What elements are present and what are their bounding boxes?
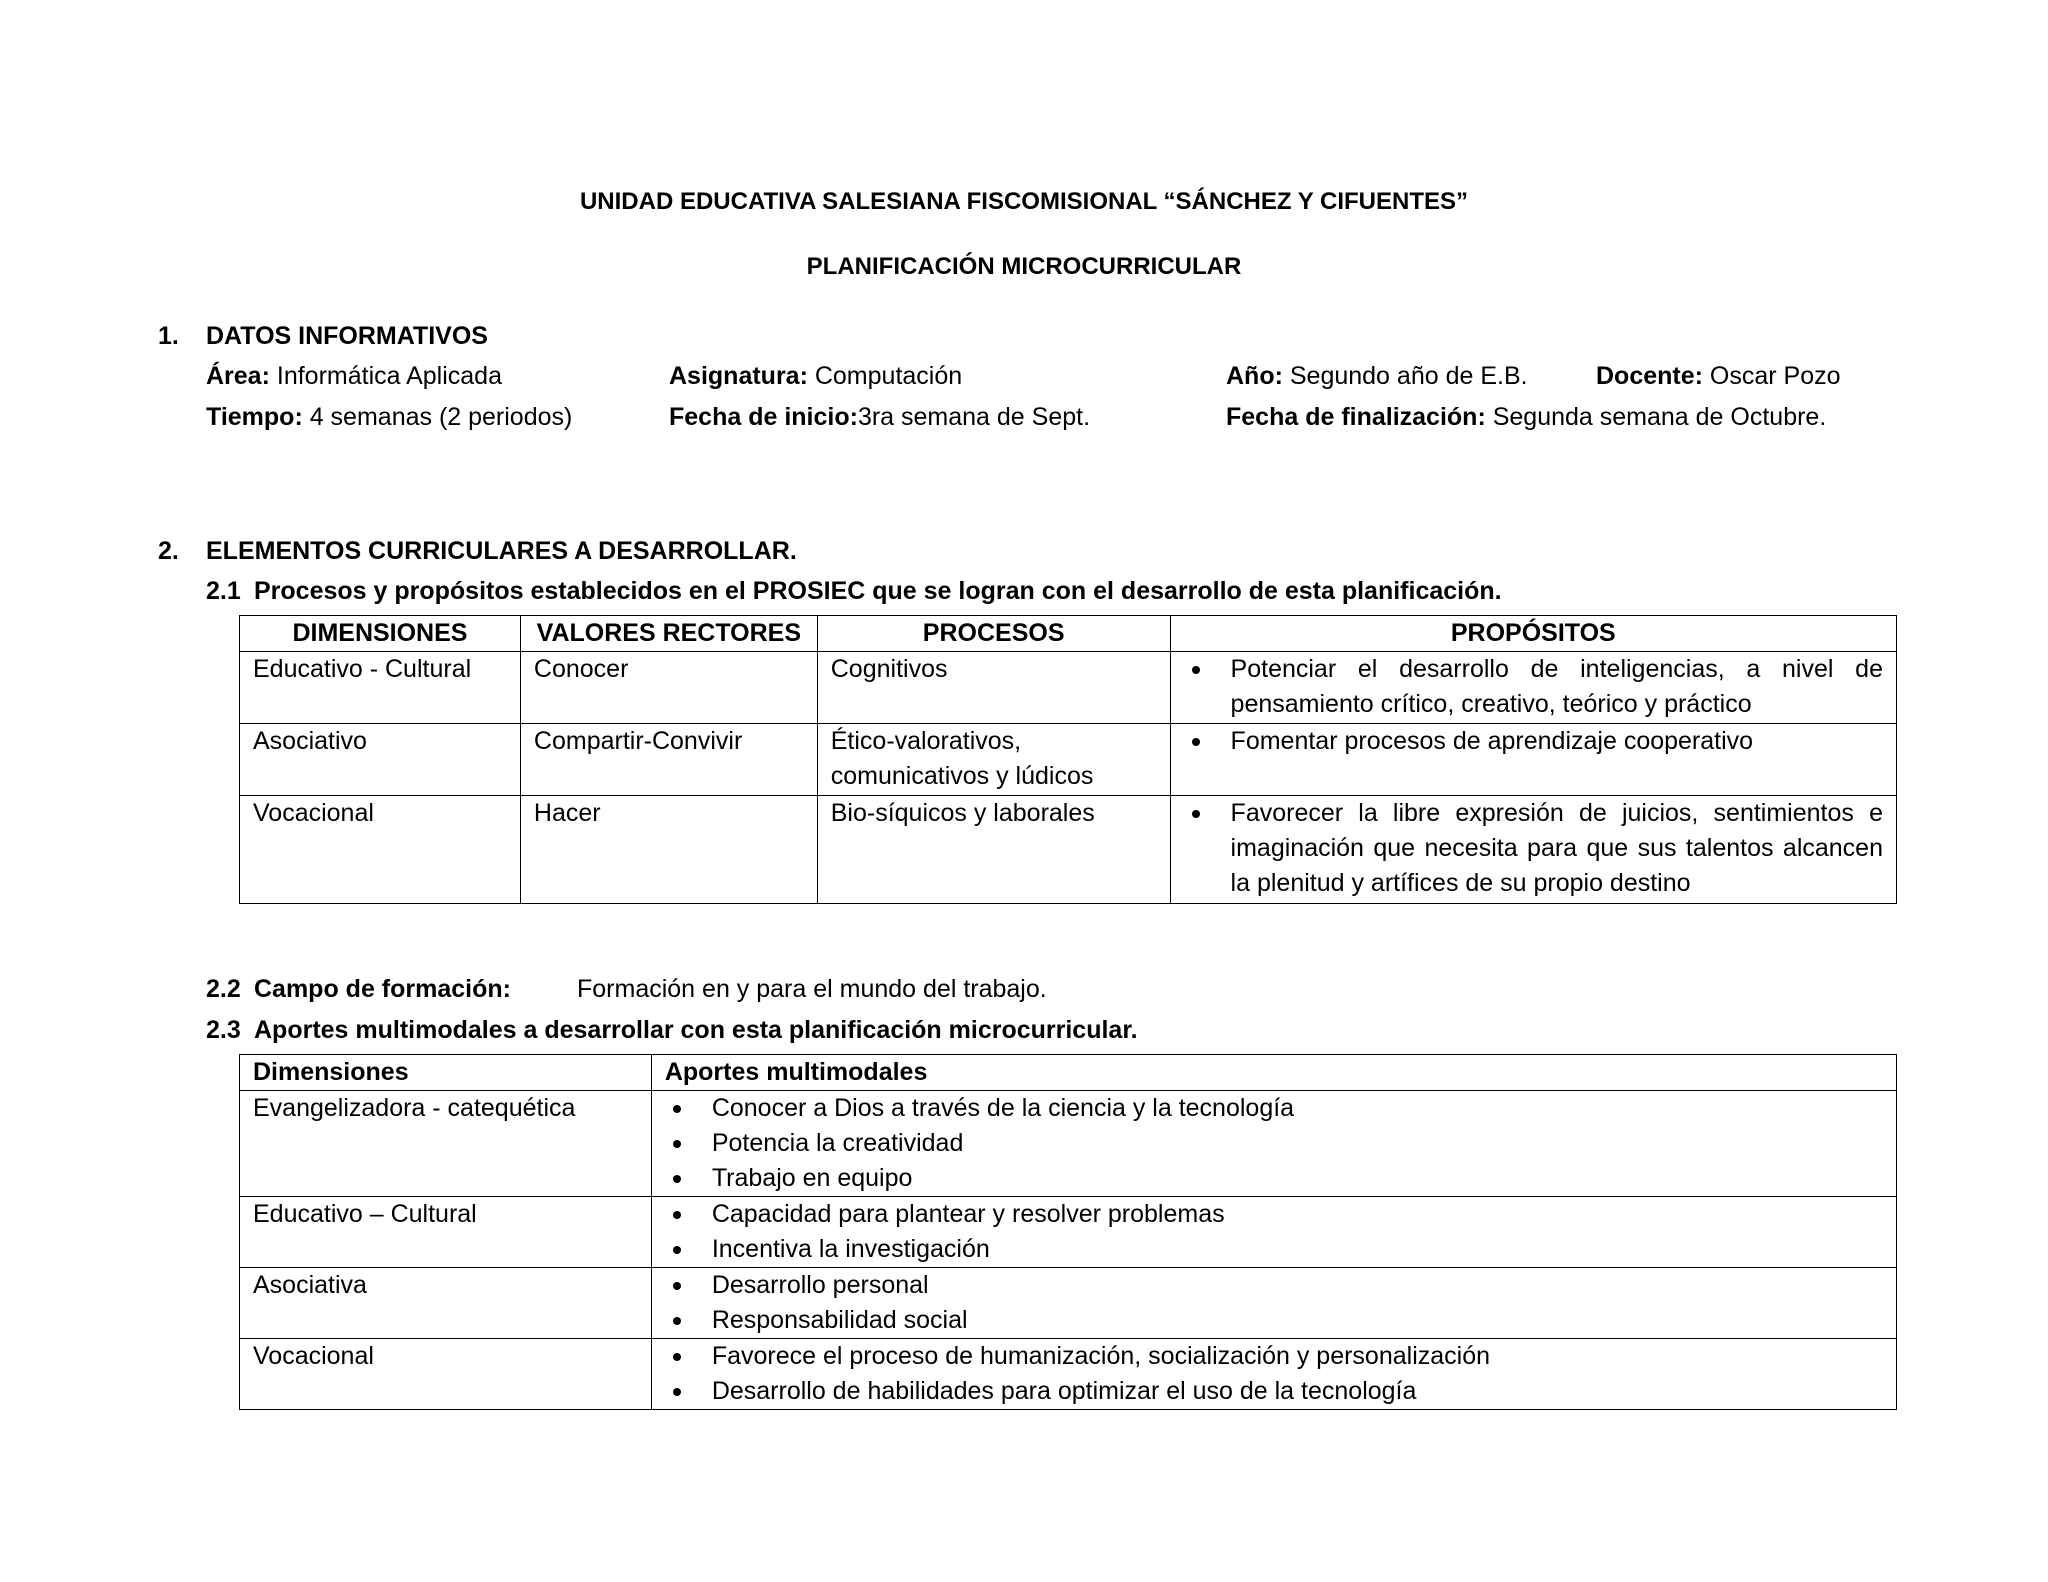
table-row bbox=[240, 1268, 1897, 1339]
list-item: Fomentar procesos de aprendizaje cooperativo bbox=[1184, 724, 1883, 759]
list-item: Desarrollo personal bbox=[665, 1268, 1883, 1303]
cell-valor: Compartir-Convivir bbox=[520, 724, 817, 796]
cell-dimension: Asociativa bbox=[240, 1268, 652, 1339]
list-item: Capacidad para plantear y resolver problemas bbox=[665, 1197, 1883, 1232]
cell-dimension: Educativo – Cultural bbox=[240, 1197, 652, 1268]
cell-aportes bbox=[651, 1197, 1896, 1268]
document-page: UNIDAD EDUCATIVA SALESIANA FISCOMISIONAL “SÁNCHEZ Y CIFUENTES” PLANIFICACIÓN MICROCURRICULAR 1. DATOS INFORMATIVOS Área: Informática Aplicada Asignatura: Computación Año: Segundo año de E.B. Docente: Oscar Pozo Tiempo: 4 semanas (2 periodos) Fecha de inicio:3ra semana de Sept. Fecha de finalización: Segunda semana de Octubre. 2. ELEMENTOS CURRICULARES A DESARROLLAR. 2.1 Procesos y propósitos establecidos en el PROSIEC que se logran con el desarrollo de esta planificación. DIMENSIONES VALORES RECTORES PROCESOS PROPÓSITOS Educativo - Cultural Conocer Cognitivos Potenciar el desarrollo de inteligencias, a nivel de pensamiento crítico, creativo, teórico y práctico Asociativo Compartir-Convivir Ético-valorativos, comunicativos y lúdicos Fomentar procesos de aprendizaje cooperativo Vocacional Hacer Bio-síquicos y laborales Favorecer la libre expresión de juicios, sentimientos e imaginación que necesita para que sus talentos alcancen la plenitud y artífices de su propio destino 2.2 Campo de formación: Formación en y para el mundo del trabajo. 2.3 Aportes multimodales a desarrollar con esta planificación microcurricular. Dimensiones Aportes multimodales Evangelizadora - catequética Conocer a Dios a través de la ciencia y la tecnología Potencia la creatividad Trabajo en equipo Educativo – Cultural Capacidad para plantear y resolver problemas Incentiva la investigación Asociativa Desarrollo personal Responsabilidad social Vocacional Favorece el proceso de humanización, socialización y personalización Desarrollo de habilidades para optimizar el uso de la tecnología bbox=[0, 0, 2048, 1582]
list-item: Conocer a Dios a través de la ciencia y la tecnología bbox=[665, 1091, 1883, 1126]
cell-proceso: Ético-valorativos, comunicativos y lúdicos bbox=[817, 724, 1170, 796]
tiempo-field: Tiempo: 4 semanas (2 periodos) bbox=[206, 403, 573, 431]
school-name: UNIDAD EDUCATIVA SALESIANA FISCOMISIONAL “SÁNCHEZ Y CIFUENTES” bbox=[579, 188, 1469, 215]
docente-field: Docente: Oscar Pozo bbox=[1596, 362, 1841, 390]
header-dimensiones: Dimensiones bbox=[240, 1055, 652, 1091]
cell-aportes bbox=[651, 1268, 1896, 1339]
table-row bbox=[240, 652, 1897, 724]
table-row bbox=[240, 796, 1897, 904]
cell-proposito bbox=[1170, 796, 1896, 904]
cell-proposito bbox=[1170, 652, 1896, 724]
cell-dimension: Educativo - Cultural bbox=[240, 652, 521, 724]
cell-dimension: Vocacional bbox=[240, 1339, 652, 1410]
area-field: Área: Informática Aplicada bbox=[206, 362, 502, 390]
header-dimensiones: DIMENSIONES bbox=[240, 616, 521, 652]
asignatura-field: Asignatura: Computación bbox=[669, 362, 963, 390]
header-aportes: Aportes multimodales bbox=[651, 1055, 1896, 1091]
list-item: Favorece el proceso de humanización, socialización y personalización bbox=[665, 1339, 1883, 1374]
header-valores-rectores: VALORES RECTORES bbox=[520, 616, 817, 652]
anio-field: Año: Segundo año de E.B. bbox=[1226, 362, 1528, 390]
cell-proposito bbox=[1170, 724, 1896, 796]
list-item: Desarrollo de habilidades para optimizar el uso de la tecnología bbox=[665, 1374, 1883, 1409]
fecha-fin-field: Fecha de finalización: Segunda semana de Octubre. bbox=[1226, 403, 1827, 431]
cell-proceso: Bio-síquicos y laborales bbox=[817, 796, 1170, 904]
list-item: Responsabilidad social bbox=[665, 1303, 1883, 1338]
cell-proceso: Cognitivos bbox=[817, 652, 1170, 724]
header-procesos: PROCESOS bbox=[817, 616, 1170, 652]
cell-dimension: Asociativo bbox=[240, 724, 521, 796]
prosiec-table bbox=[239, 615, 1897, 904]
table-row bbox=[240, 1197, 1897, 1268]
table-header-row bbox=[240, 1055, 1897, 1091]
table-row bbox=[240, 1091, 1897, 1197]
aportes-table bbox=[239, 1054, 1897, 1410]
list-item: Potenciar el desarrollo de inteligencias, a nivel de pensamiento crítico, creativo, teórico y práctico bbox=[1184, 652, 1883, 722]
cell-dimension: Vocacional bbox=[240, 796, 521, 904]
cell-dimension: Evangelizadora - catequética bbox=[240, 1091, 652, 1197]
fecha-inicio-field: Fecha de inicio:3ra semana de Sept. bbox=[669, 403, 1091, 431]
campo-formacion-value: Formación en y para el mundo del trabajo. bbox=[577, 975, 1047, 1003]
table-header-row bbox=[240, 616, 1897, 652]
document-title: PLANIFICACIÓN MICROCURRICULAR bbox=[806, 253, 1242, 280]
list-item: Trabajo en equipo bbox=[665, 1161, 1883, 1196]
cell-aportes bbox=[651, 1339, 1896, 1410]
header-propositos: PROPÓSITOS bbox=[1170, 616, 1896, 652]
list-item: Potencia la creatividad bbox=[665, 1126, 1883, 1161]
list-item: Incentiva la investigación bbox=[665, 1232, 1883, 1267]
cell-valor: Conocer bbox=[520, 652, 817, 724]
table-row bbox=[240, 724, 1897, 796]
cell-aportes bbox=[651, 1091, 1896, 1197]
cell-valor: Hacer bbox=[520, 796, 817, 904]
list-item: Favorecer la libre expresión de juicios, sentimientos e imaginación que necesita para que sus talentos alcancen la plenitud y artífices de su propio destino bbox=[1184, 796, 1883, 901]
table-row bbox=[240, 1339, 1897, 1410]
